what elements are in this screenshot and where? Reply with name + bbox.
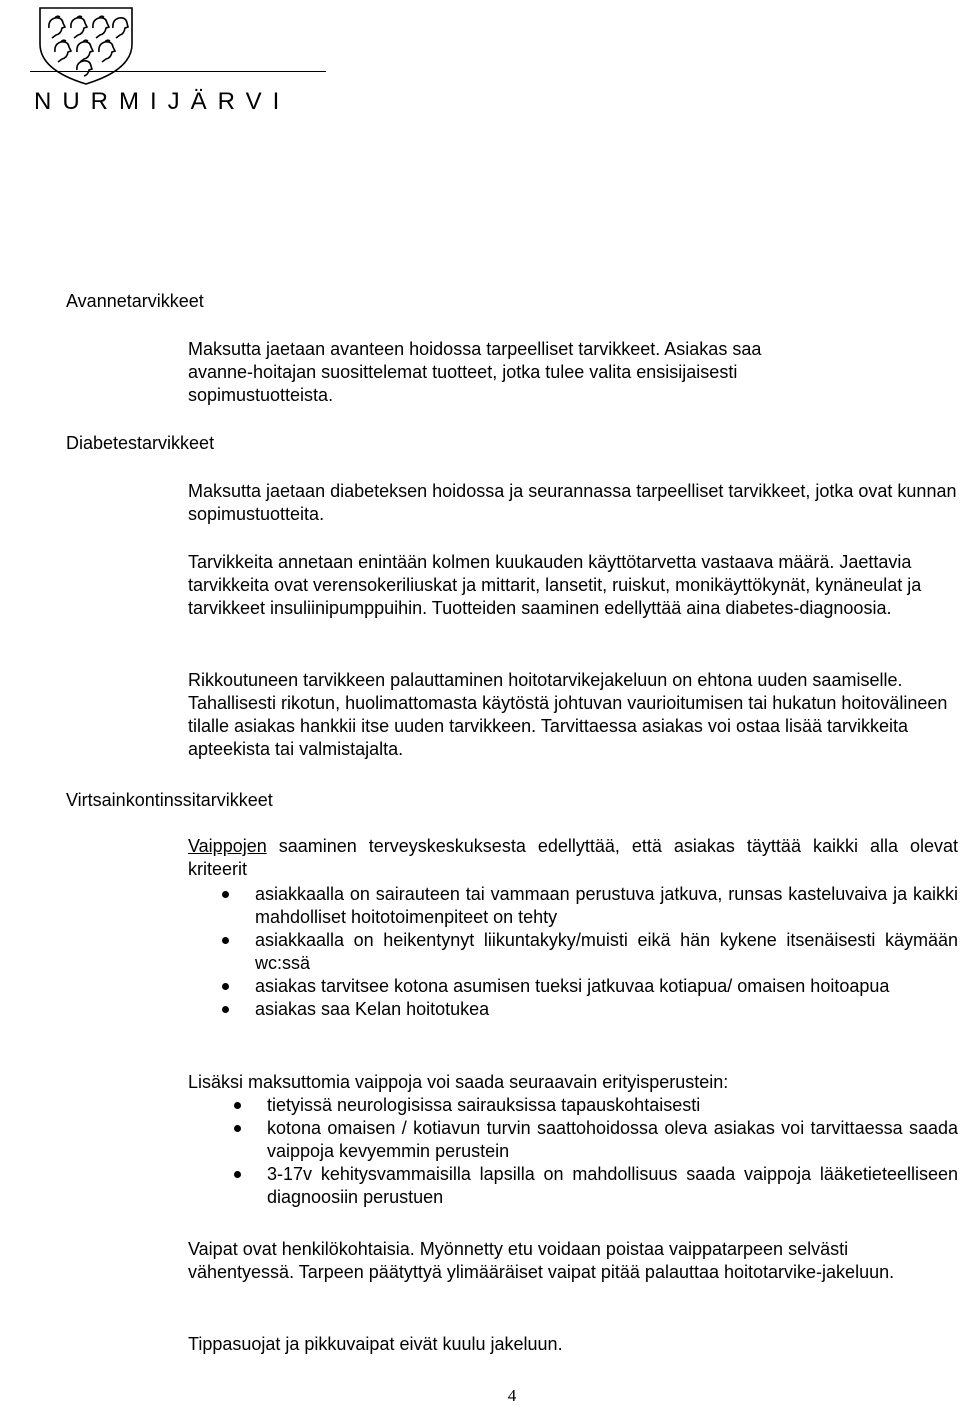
criteria-list	[255, 883, 958, 1021]
closing-paragraph-1: Vaipat ovat henkilökohtaisia. Myönnetty etu voidaan poistaa vaippatarpeen selvästi vähentyessä. Tarpeen päätyttyä ylimääräiset vaipat pitää palauttaa hoitotarvike-jakeluun.	[188, 1239, 895, 1282]
municipality-logo	[30, 4, 330, 114]
special-intro: Lisäksi maksuttomia vaippoja voi saada seuraavain erityisperustein:	[188, 1072, 729, 1092]
bullet-icon	[234, 1102, 241, 1109]
list-item	[267, 1163, 958, 1209]
bullet-icon	[222, 983, 229, 990]
bullet-icon	[234, 1171, 241, 1178]
closing-paragraph-1-block	[188, 1238, 948, 1284]
diabetes-paragraph-2: Tarvikkeita annetaan enintään kolmen kuukauden käyttötarvetta vastaava määrä. Jaettavia tarvikkeita ovat verensokeriliuskat ja mittarit, lansetit, ruiskut, monikäyttökynät, kynäneulat ja tarvikkeet insuliinipumppuihin. Tuotteiden saaminen edellyttää aina diabetes-diagnoosia.	[188, 552, 922, 618]
avanne-section	[188, 338, 828, 407]
list-item	[255, 929, 958, 975]
special-ground-text: tietyissä neurologisissa sairauksissa tapauskohtaisesti	[267, 1095, 701, 1115]
criteria-text: asiakkaalla on sairauteen tai vammaan perustuva jatkuva, runsas kasteluvaiva ja kaikki mahdolliset hoitotoimenpiteet on tehty	[255, 884, 958, 927]
closing-paragraph-2: Tippasuojat ja pikkuvaipat eivät kuulu jakeluun.	[188, 1334, 563, 1354]
logo-wordmark: NURMIJÄRVI	[34, 88, 291, 115]
bullet-icon	[222, 1006, 229, 1013]
special-ground-text: kotona omaisen / kotiavun turvin saattohoidossa oleva asiakas voi tarvittaessa saada vaippoja kevyemmin perustein	[267, 1118, 958, 1161]
criteria-intro-rest: saaminen terveyskeskuksesta edellyttää, että asiakas täyttää kaikki alla olevat kriteerit	[188, 836, 958, 879]
bullet-icon	[222, 891, 229, 898]
diabetes-paragraph-2-block	[188, 551, 958, 620]
list-item	[255, 883, 958, 929]
diabetes-paragraph-3: Rikkoutuneen tarvikkeen palauttaminen hoitotarvikejakeluun on ehtona uuden saamiselle. Tahallisesti rikotun, huolimattomasta käytöstä johtuvan vaurioitumisen tai hukatun hoitovälineen tilalle asiakas hankkii itse uuden tarvikkeen. Tarvittaessa asiakas voi ostaa lisää tarvikkeita apteekista tai valmistajalta.	[188, 670, 948, 759]
heading-diabetestarvikkeet: Diabetestarvikkeet	[66, 433, 215, 453]
closing-paragraph-2-block	[188, 1333, 958, 1356]
criteria-intro-underlined: Vaippojen	[188, 836, 267, 856]
list-item	[255, 975, 958, 998]
special-ground-text: 3-17v kehitysvammaisilla lapsilla on mahdollisuus saada vaippoja lääketieteelliseen diagnoosiin perustuen	[267, 1164, 958, 1207]
coat-of-arms-icon	[32, 4, 140, 86]
list-item	[267, 1094, 958, 1117]
diabetes-paragraph-1: Maksutta jaetaan diabeteksen hoidossa ja seurannassa tarpeelliset tarvikkeet, jotka ovat kunnan sopimustuotteita.	[188, 481, 957, 524]
criteria-text: asiakkaalla on heikentynyt liikuntakyky/muisti eikä hän kykene itsenäisesti käymään wc:ssä	[255, 930, 958, 973]
diabetes-paragraph-3-block	[188, 669, 958, 761]
special-grounds-block	[188, 1071, 958, 1209]
criteria-text: asiakas tarvitsee kotona asumisen tueksi jatkuvaa kotiapua/ omaisen hoitoapua	[255, 976, 890, 996]
criteria-block	[188, 835, 958, 1021]
page-number: 4	[507, 1386, 517, 1405]
logo-rule	[30, 71, 326, 72]
criteria-text: asiakas saa Kelan hoitotukea	[255, 999, 490, 1019]
diabetes-paragraph-1-block	[188, 480, 958, 526]
special-grounds-list	[267, 1094, 958, 1209]
heading-virtsainkontinssitarvikkeet: Virtsainkontinssitarvikkeet	[66, 790, 273, 810]
bullet-icon	[222, 937, 229, 944]
bullet-icon	[234, 1125, 241, 1132]
list-item	[267, 1117, 958, 1163]
criteria-intro	[188, 835, 958, 881]
heading-avannetarvikkeet: Avannetarvikkeet	[66, 291, 204, 311]
list-item	[255, 998, 958, 1021]
avanne-paragraph: Maksutta jaetaan avanteen hoidossa tarpeelliset tarvikkeet. Asiakas saa avanne-hoitajan suosittelemat tuotteet, jotka tulee valita ensisijaisesti sopimustuotteista.	[188, 339, 762, 405]
